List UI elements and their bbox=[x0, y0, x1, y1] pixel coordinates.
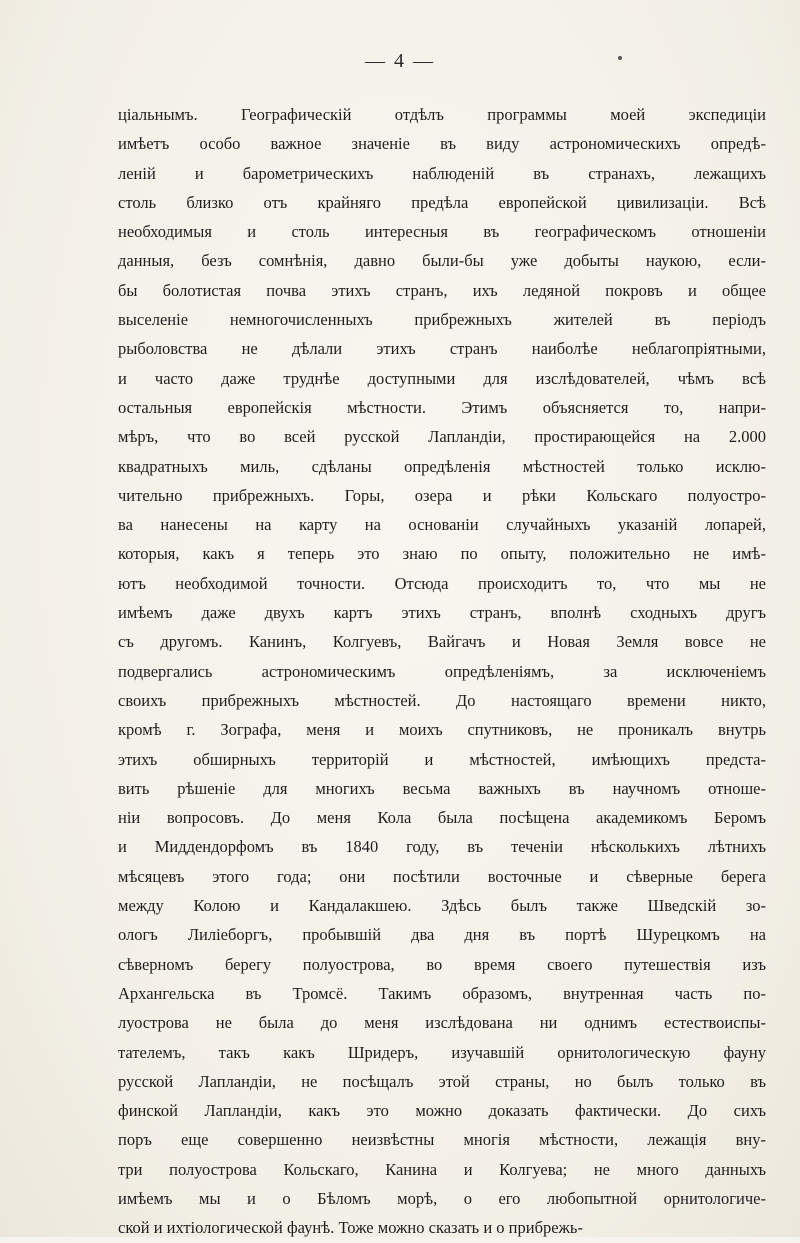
text-line: русской Лапландіи, не посѣщалъ этой страны, но былъ только въ bbox=[118, 1071, 766, 1091]
text-line: тателемъ, такъ какъ Шридеръ, изучавшій орнитологическую фауну bbox=[118, 1042, 766, 1062]
text-line: луострова не была до меня изслѣдована ни однимъ естествоиспы- bbox=[118, 1013, 766, 1033]
text-line: ской и ихтіологической фаунѣ. Тоже можно сказать и о прибрежь- bbox=[118, 1218, 583, 1238]
text-line: рыболовства не дѣлали этихъ странъ наиболѣе неблагопріятными, bbox=[118, 339, 766, 359]
text-line: своихъ прибрежныхъ мѣстностей. До настоящаго времени никто, bbox=[118, 690, 766, 710]
text-line: остальныя европейскія мѣстности. Этимъ объясняется то, напри- bbox=[118, 397, 766, 417]
text-line: квадратныхъ миль, сдѣланы опредѣленія мѣстностей только исклю- bbox=[118, 456, 766, 476]
text-line: кромѣ г. Зографа, меня и моихъ спутниковъ, не проникалъ внутрь bbox=[118, 720, 766, 740]
text-line: Архангельска въ Тромсё. Такимъ образомъ, внутренная часть по- bbox=[118, 983, 766, 1003]
text-line: данныя, безъ сомнѣнія, давно были-бы уже добыты наукою, если- bbox=[118, 251, 766, 271]
text-line: необходимыя и столь интересныя въ географическомъ отношеніи bbox=[118, 222, 766, 242]
text-line: имѣетъ особо важное значеніе въ виду астрономическихъ опредѣ- bbox=[118, 134, 766, 154]
text-line: и часто даже труднѣе доступными для изслѣдователей, чѣмъ всѣ bbox=[118, 368, 766, 388]
text-line: имѣемъ даже двухъ картъ этихъ странъ, вполнѣ сходныхъ другъ bbox=[118, 603, 766, 623]
text-line: между Колою и Кандалакшею. Здѣсь былъ также Шведскій зо- bbox=[118, 896, 766, 916]
text-line: ютъ необходимой точности. Отсюда происходитъ то, что мы не bbox=[118, 573, 766, 593]
text-line: бы болотистая почва этихъ странъ, ихъ ледяной покровъ и общее bbox=[118, 280, 766, 300]
page-number: — 4 — bbox=[365, 50, 435, 72]
text-line: мѣръ, что во всей русской Лапландіи, простирающейся на 2.000 bbox=[118, 427, 766, 447]
text-line: финской Лапландіи, какъ это можно доказать фактически. До сихъ bbox=[118, 1101, 766, 1121]
text-line: поръ еще совершенно неизвѣстны многія мѣстности, лежащія вну- bbox=[118, 1130, 766, 1150]
body-text bbox=[118, 100, 766, 1243]
text-line: которыя, какъ я теперь это знаю по опыту, положительно не имѣ- bbox=[118, 544, 766, 564]
text-line: имѣемъ мы и о Бѣломъ морѣ, о его любопытной орнитологиче- bbox=[118, 1188, 766, 1208]
ink-speck bbox=[618, 56, 622, 60]
text-line: мѣсяцевъ этого года; они посѣтили восточные и сѣверные берега bbox=[118, 866, 766, 886]
text-line: выселеніе немногочисленныхъ прибрежныхъ жителей въ періодъ bbox=[118, 310, 766, 330]
text-line: сѣверномъ берегу полуострова, во время своего путешествія изъ bbox=[118, 954, 766, 974]
text-line: леній и барометрическихъ наблюденій въ странахъ, лежащихъ bbox=[118, 163, 766, 183]
text-line: вить рѣшеніе для многихъ весьма важныхъ въ научномъ отноше- bbox=[118, 778, 766, 798]
text-line: чительно прибрежныхъ. Горы, озера и рѣки Кольскаго полуостро- bbox=[118, 485, 766, 505]
text-line: три полуострова Кольскаго, Канина и Колгуева; не много данныхъ bbox=[118, 1159, 766, 1179]
text-line: ва нанесены на карту на основаніи случайныхъ указаній лопарей, bbox=[118, 515, 766, 535]
text-line: подвергались астрономическимъ опредѣленіямъ, за исключеніемъ bbox=[118, 661, 766, 681]
text-line: ніи вопросовъ. До меня Кола была посѣщена академикомъ Беромъ bbox=[118, 808, 766, 828]
text-line: столь близко отъ крайняго предѣла европейской цивилизаціи. Всѣ bbox=[118, 192, 766, 212]
text-line: съ другомъ. Канинъ, Колгуевъ, Вайгачъ и Новая Земля вовсе не bbox=[118, 632, 766, 652]
text-line: ціальнымъ. Географическій отдѣлъ программы моей экспедиціи bbox=[118, 105, 766, 124]
text-line: ологъ Лиліеборгъ, пробывшій два дня въ портѣ Шурецкомъ на bbox=[118, 925, 766, 945]
text-line: и Миддендорфомъ въ 1840 году, въ теченіи нѣсколькихъ лѣтнихъ bbox=[118, 837, 766, 857]
text-line: этихъ обширныхъ территорій и мѣстностей, имѣющихъ предста- bbox=[118, 749, 766, 769]
